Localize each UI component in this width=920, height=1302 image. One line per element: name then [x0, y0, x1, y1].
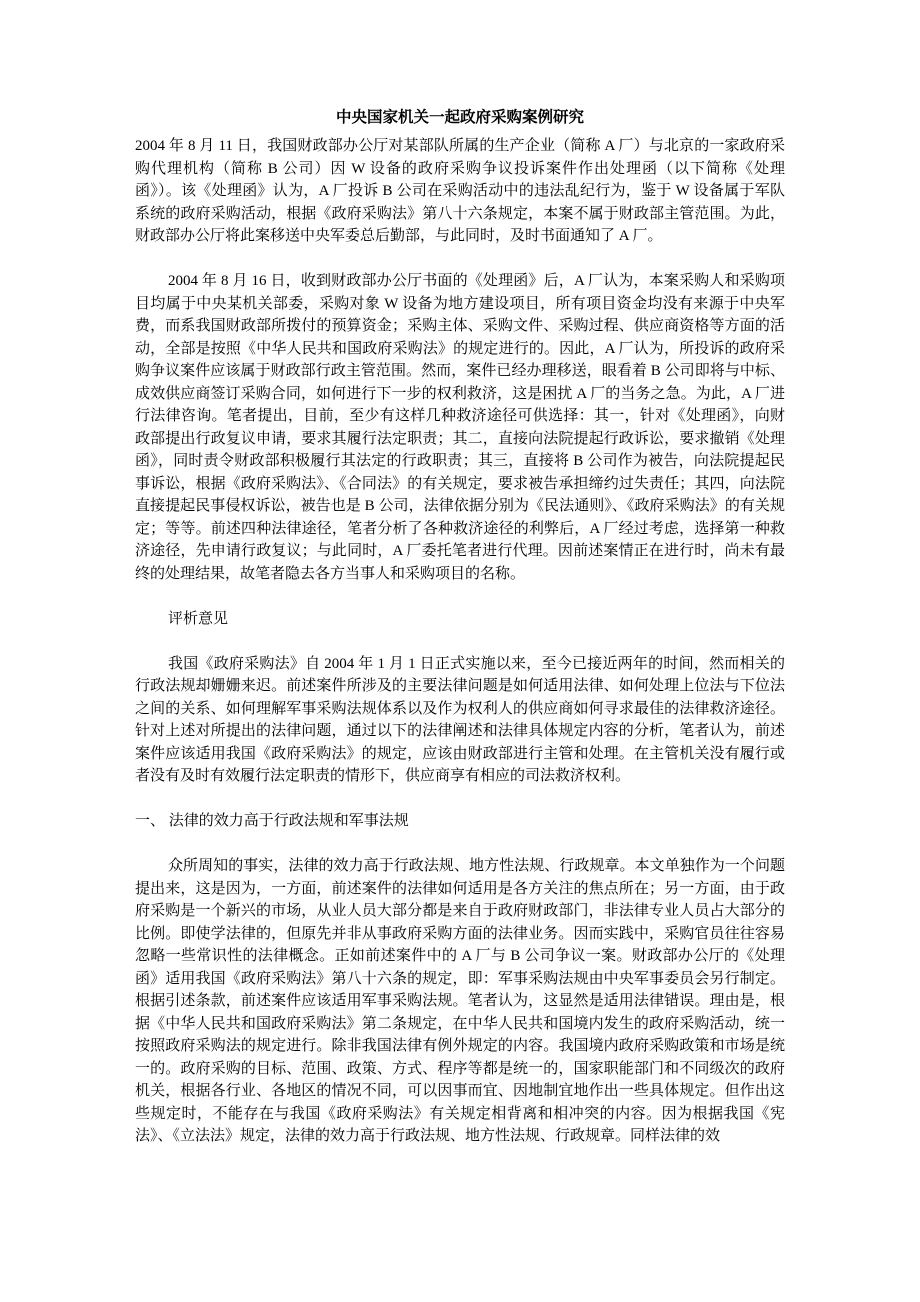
paragraph-case-development: 2004 年 8 月 16 日，收到财政部办公厅书面的《处理函》后，A 厂认为，本案采购人和采购项目均属于中央某机关部委，采购对象 W 设备为地方建设项目，所有项目资金均没有来源于中央军费，而系我国财政部所拨付的预算资金；采购主体、采购文件、采购过程、供应商资格等方面的活动，全部是按照《中华人民共和国政府采购法》的规定进行的。因此，A 厂认为，所投诉的政府采购争议案件应该属于财政部行政主管范围。然而，案件已经办理移送，眼看着 B 公司即将与中标、成效供应商签订采购合同，如何进行下一步的权利救济，这是困扰 A 厂的当务之急。为此，A 厂进行法律咨询。笔者提出，目前，至少有这样几种救济途径可供选择：其一，针对《处理函》，向财政部提出行政复议申请，要求其履行法定职责；其二，直接向法院提起行政诉讼，要求撤销《处理函》，同时责令财政部积极履行其法定的行政职责；其三，直接将 B 公司作为被告，向法院提起民事诉讼，根据《政府采购法》、《合同法》的有关规定，要求被告承担缔约过失责任；其四，向法院直接提起民事侵权诉讼，被告也是 B 公司，法律依据分别为《民法通则》、《政府采购法》的有关规定；等等。前述四种法律途径，笔者分析了各种救济途径的利弊后，A 厂经过考虑，选择第一种救济途径，先申请行政复议；与此同时，A 厂委托笔者进行代理。因前述案情正在进行时，尚未有最终的处理结果，故笔者隐去各方当事人和采购项目的名称。 — [135, 273, 785, 582]
document-title: 中央国家机关一起政府采购案例研究 — [335, 109, 584, 126]
section-heading-one: 一、 法律的效力高于行政法规和军事法规 — [135, 813, 409, 830]
paragraph-case-background: 2004 年 8 月 11 日，我国财政部办公厅对某部队所属的生产企业（简称 A 厂）与北京的一家政府采购代理机构（简称 B 公司）因 W 设备的政府采购争议投诉案件作出处理函（以下简称《处理函》）。该《处理函》认为，A 厂投诉 B 公司在采购活动中的违法乱纪行为，鉴于 W 设备属于军队系统的政府采购活动，根据《政府采购法》第八十六条规定，本案不属于财政部主管范围。为此，财政部办公厅将此案移送中央军委总后勤部，与此同时，及时书面通知了 A 厂。 — [135, 138, 785, 245]
section-label-commentary: 评析意见 — [168, 610, 229, 627]
paragraph-section-one-body: 众所周知的事实，法律的效力高于行政法规、地方性法规、行政规章。本文单独作为一个问题提出来，这是因为，一方面，前述案件的法律如何适用是各方关注的焦点所在；另一方面，由于政府采购是一个新兴的市场，从业人员大部分都是来自于政府财政部门，非法律专业人员占大部分的比例。即使学法律的，但原先并非从事政府采购方面的法律业务。因而实践中，采购官员往往容易忽略一些常识性的法律概念。正如前述案件中的 A 厂与 B 公司争议一案。财政部办公厅的《处理函》适用我国《政府采购法》第八十六条的规定，即：军事采购法规由中央军事委员会另行制定。根据引述条款，前述案件应该适用军事采购法规。笔者认为，这显然是适用法律错误。理由是，根据《中华人民共和国政府采购法》第二条规定，在中华人民共和国境内发生的政府采购活动，统一按照政府采购法的规定进行。除非我国法律有例外规定的内容。我国境内政府采购政策和市场是统一的。政府采购的目标、范围、政策、方式、程序等都是统一的，国家职能部门和不同级次的政府机关，根据各行业、各地区的情况不同，可以因事而宜、因地制宜地作出一些具体规定。但作出这些规定时，不能存在与我国《政府采购法》有关规定相背离和相冲突的内容。因为根据我国《宪法》、《立法法》规定，法律的效力高于行政法规、地方性法规、行政规章。同样法律的效 — [135, 858, 785, 1145]
paragraph-commentary-intro: 我国《政府采购法》自 2004 年 1 月 1 日正式实施以来，至今已接近两年的时间，然而相关的行政法规却姗姗来迟。前述案件所涉及的主要法律问题是如何适用法律、如何处理上位法与下位法之间的关系、如何理解军事采购法规体系以及作为权利人的供应商如何寻求最佳的法律救济途径。针对上述对所提出的法律问题，通过以下的法律阐述和法律具体规定内容的分析，笔者认为，前述案件应该适用我国《政府采购法》的规定，应该由财政部进行主管和处理。在主管机关没有履行或者没有及时有效履行法定职责的情形下，供应商享有相应的司法救济权利。 — [135, 655, 785, 785]
